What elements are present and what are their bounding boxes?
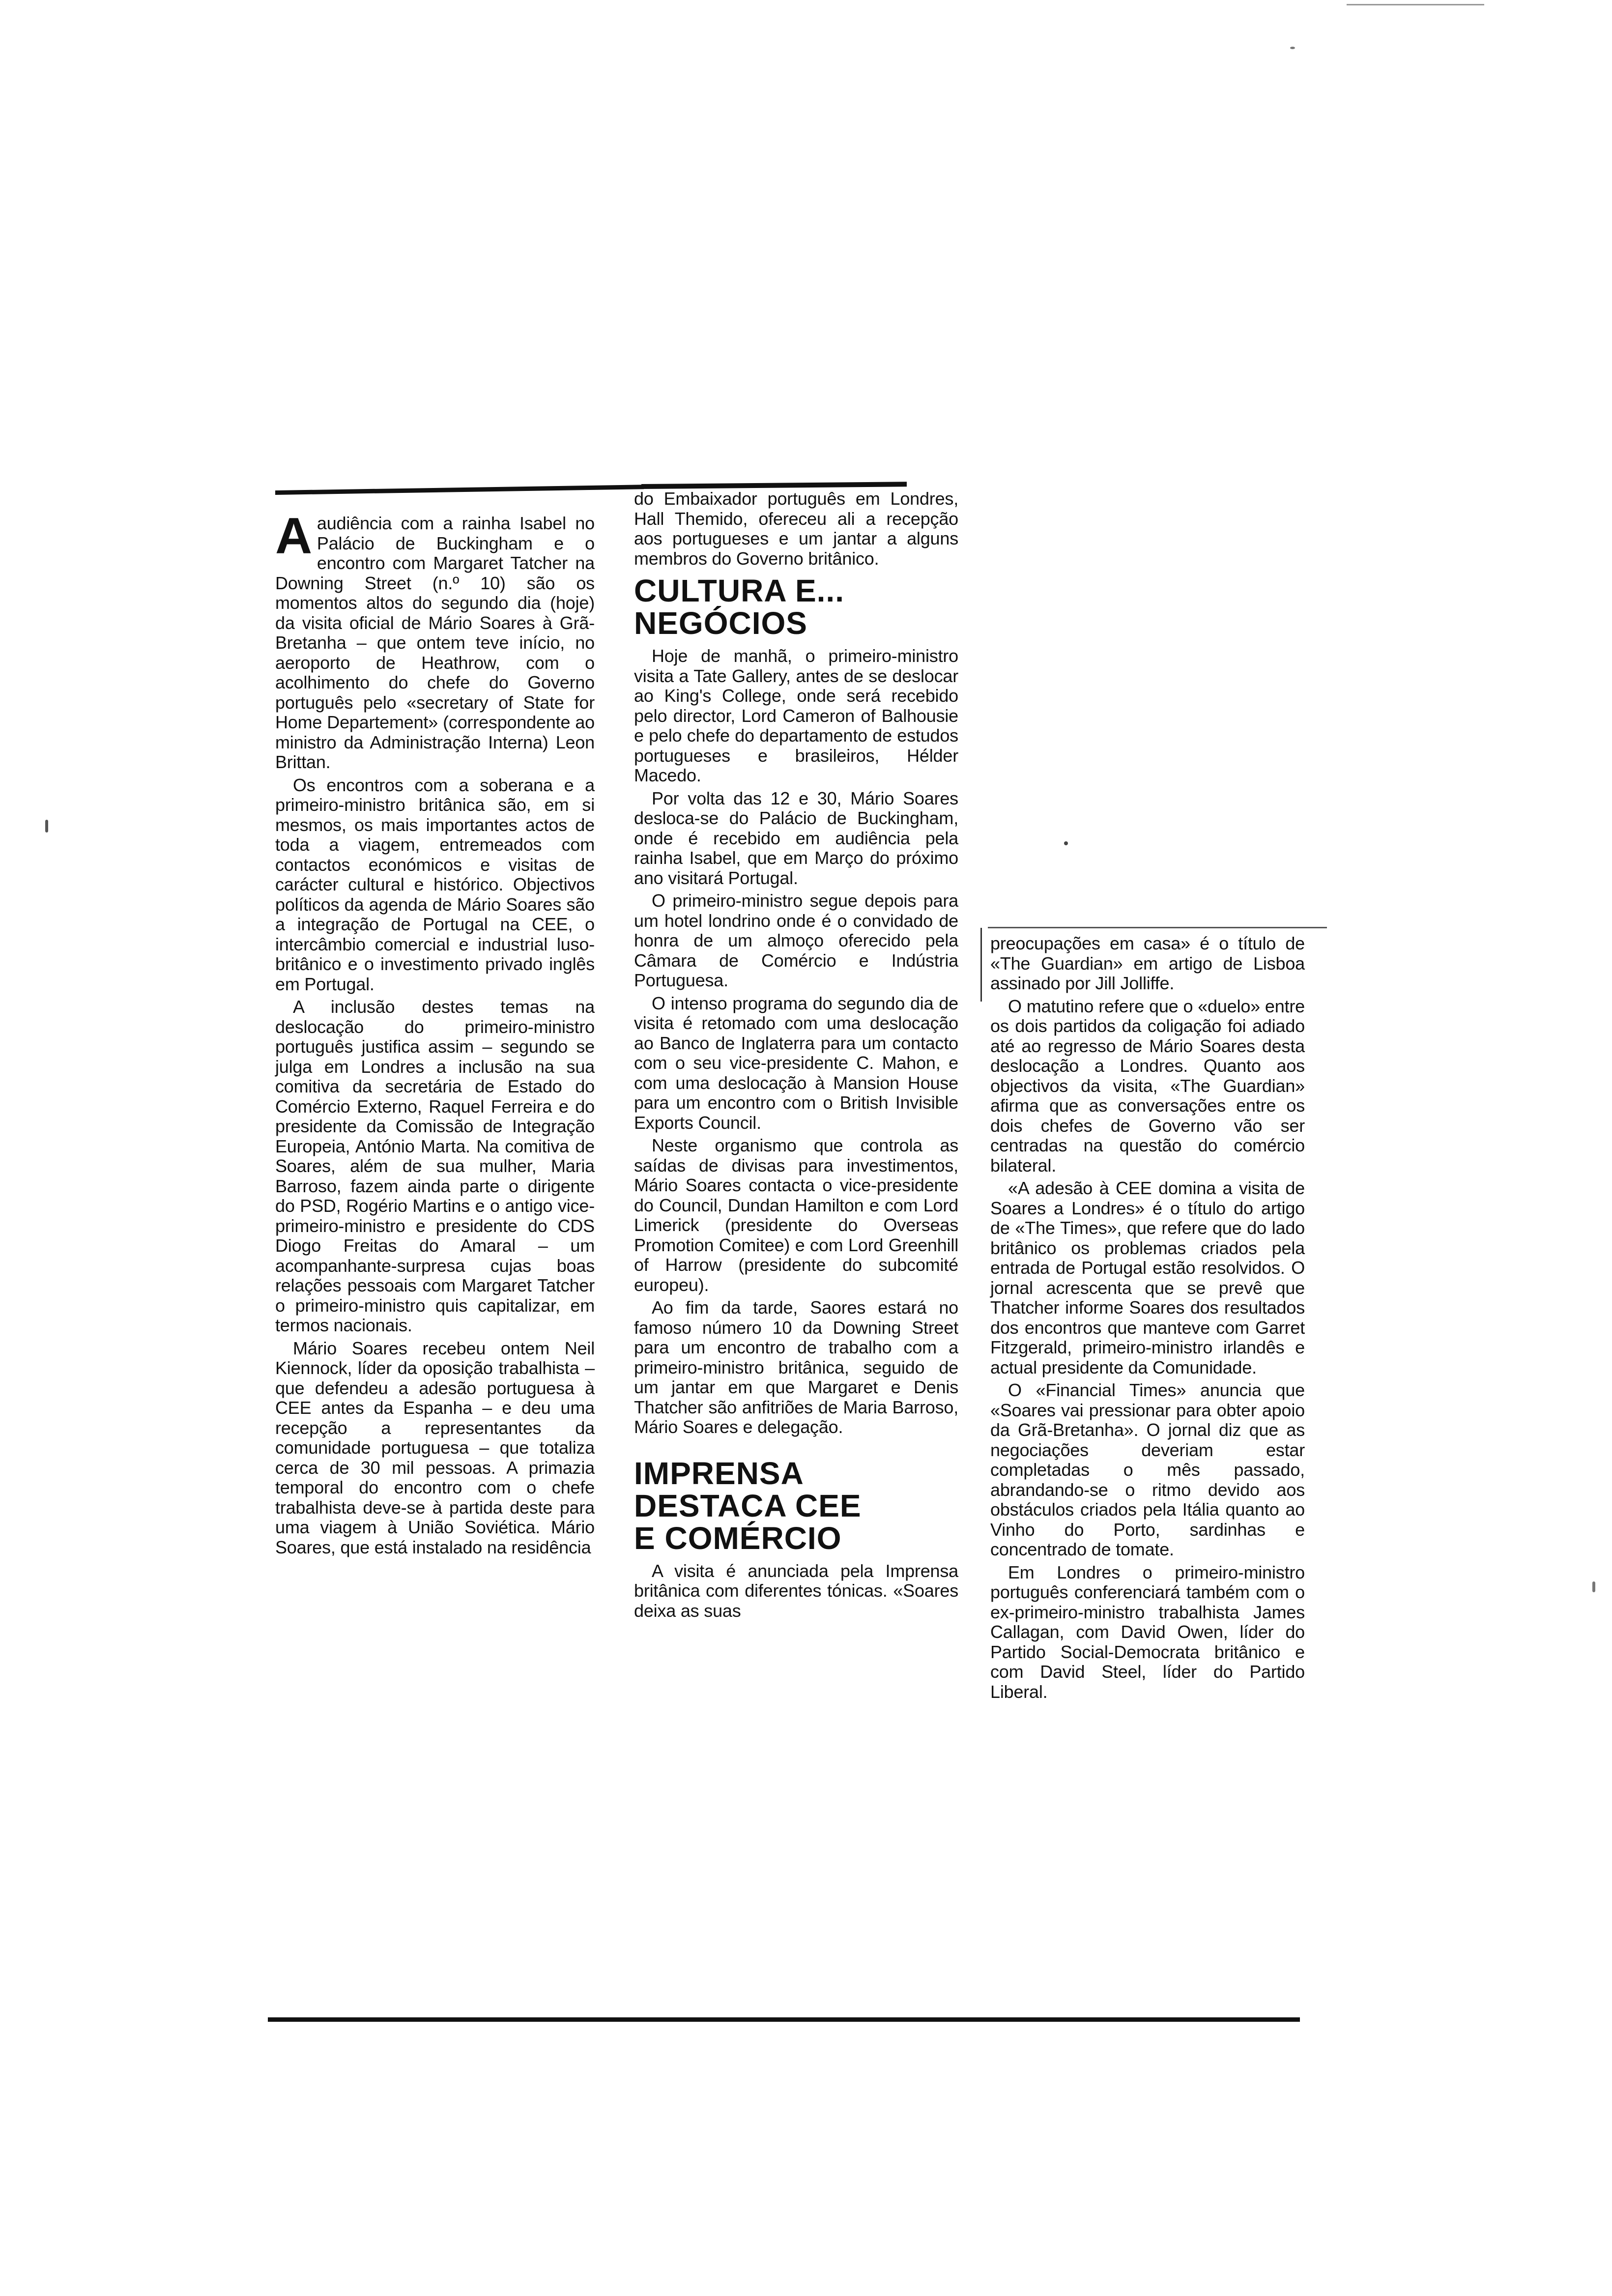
paragraph: A visita é anunciada pela Imprensa britânica com diferentes tónicas. «Soares deixa as suas	[634, 1560, 958, 1621]
subheading-line: E COMÉRCIO	[634, 1520, 842, 1556]
top-corner-mark	[1347, 4, 1484, 5]
scan-speck	[1592, 1581, 1595, 1592]
scan-speck	[1290, 47, 1295, 49]
paragraph: O «Financial Times» anuncia que «Soares vai pressionar para obter apoio da Grã-Bretanha». O jornal diz que as negociações deveriam estar completadas o mês passado, abrandando-se o ritmo devido aos obstáculos criados pela Itália quanto ao Vinho do Porto, sardinhas e concentrado de tomate.	[990, 1380, 1305, 1559]
subheading-line: DESTACA CEE	[634, 1488, 862, 1523]
paragraph: O primeiro-ministro segue depois para um hotel londrino onde é o convidado de honra de um almoço oferecido pela Câmara de Comércio e Indústria Portuguesa.	[634, 890, 958, 990]
drop-cap: A	[275, 508, 312, 565]
subheading-cultura-negocios	[634, 574, 958, 639]
column-box-left-border	[980, 928, 982, 1002]
paragraph: Ao fim da tarde, Saores estará no famoso número 10 da Downing Street para um encontro de trabalho com a primeiro-ministro britânica, seguido de um jantar em que Margaret e Denis Thatcher são anfitriões de Maria Barroso, Mário Soares e delegação.	[634, 1297, 958, 1437]
paragraph: Em Londres o primeiro-ministro português conferenciará também com o ex-primeiro-ministro trabalhista James Callagan, com David Owen, líder do Partido Social-Democrata britânico e com David Steel, líder do Partido Liberal.	[990, 1562, 1305, 1702]
paragraph: Por volta das 12 e 30, Mário Soares desloca-se do Palácio de Buckingham, onde é recebido em audiência pela rainha Isabel, que em Março do próximo ano visitará Portugal.	[634, 788, 958, 888]
article-column-3	[990, 934, 1305, 1705]
top-rule-right	[641, 482, 907, 489]
lead-paragraph-text: audiência com a rainha Isabel no Palácio de Buckingham e o encontro com Margaret Tatcher na Downing Street (n.º 10) são os momentos altos do segundo dia (hoje) da visita oficial de Mário Soares à Grã-Bretanha – que ontem teve início, no aeroporto de Heathrow, com o acolhimento do chefe do Governo português pelo «secretary of State for Home Departement» (correspondente ao ministro da Administração Interna) Leon Brittan.	[275, 513, 595, 772]
paragraph: Mário Soares recebeu ontem Neil Kiennock, líder da oposição trabalhista – que defendeu a adesão portuguesa à CEE antes da Espanha – e deu uma recepção a representantes da comunidade portuguesa – que totaliza cerca de 30 mil pessoas. A primazia temporal do encontro com o chefe trabalhista deve-se à partida deste para uma viagem à União Soviética. Mário Soares, que está instalado na residência	[275, 1338, 595, 1557]
bottom-rule	[268, 2017, 1300, 2022]
scan-speck	[45, 820, 48, 832]
article-column-1	[275, 508, 595, 1560]
paragraph: O intenso programa do segundo dia de visita é retomado com uma deslocação ao Banco de Inglaterra para um contacto com o seu vice-presidente C. Mahon, e com uma deslocação à Mansion House para um encontro com o British Invisible Exports Council.	[634, 993, 958, 1133]
paragraph: Neste organismo que controla as saídas de divisas para investimentos, Mário Soares contacta o vice-presidente do Council, Dundan Hamilton e com Lord Limerick (presidente do Overseas Promotion Comitee) e com Lord Greenhill of Harrow (presidente do subcomité europeu).	[634, 1135, 958, 1295]
subheading-imprensa	[634, 1457, 958, 1554]
subheading-line: IMPRENSA	[634, 1455, 804, 1491]
paragraph: «A adesão à CEE domina a visita de Soares a Londres» é o título do artigo de «The Times», que refere que do lado britânico os problemas criados pela entrada de Portugal estão resolvidos. O jornal acrescenta que se prevê que Thatcher informe Soares dos resultados dos encontros que manteve com Garret Fitzgerald, primeiro-ministro irlandês e actual presidente da Comunidade.	[990, 1178, 1305, 1378]
article-column-2	[634, 489, 958, 1624]
paragraph: Hoje de manhã, o primeiro-ministro visita a Tate Gallery, antes de se deslocar ao King's College, onde será recebido pelo director, Lord Cameron of Balhousie e pelo chefe do departamento de estudos portugueses e brasileiros, Hélder Macedo.	[634, 646, 958, 785]
paragraph: preocupações em casa» é o título de «The Guardian» em artigo de Lisboa assinado por Jill Jolliffe.	[990, 933, 1305, 993]
lead-paragraph	[275, 508, 595, 773]
top-rule-left	[275, 485, 644, 495]
scan-speck	[1064, 841, 1068, 845]
paragraph: Os encontros com a soberana e a primeiro-ministro britânica são, em si mesmos, os mais importantes actos de toda a viagem, entremeados com contactos económicos e visitas de carácter cultural e histórico. Objectivos políticos da agenda de Mário Soares são a integração de Portugal na CEE, o intercâmbio comercial e industrial luso-britânico e o investimento privado inglês em Portugal.	[275, 775, 595, 994]
subheading-line: NEGÓCIOS	[634, 605, 807, 641]
paragraph: O matutino refere que o «duelo» entre os dois partidos da coligação foi adiado até ao regresso de Mário Soares desta deslocação a Londres. Quanto aos objectivos da visita, «The Guardian» afirma que as conversações entre os dois chefes de Governo vão ser centradas na questão do comércio bilateral.	[990, 996, 1305, 1176]
paragraph: A inclusão destes temas na deslocação do primeiro-ministro português justifica assim – segundo se julga em Londres a inclusão na sua comitiva da secretária de Estado do Comércio Externo, Raquel Ferreira e do presidente da Comissão de Integração Europeia, António Marta. Na comitiva de Soares, além de sua mulher, Maria Barroso, fazem ainda parte o dirigente do PSD, Rogério Martins e o antigo vice-primeiro-ministro e presidente do CDS Diogo Freitas do Amaral – um acompanhante-surpresa cujas boas relações pessoais com Margaret Tatcher o primeiro-ministro quis capitalizar, em termos nacionais.	[275, 997, 595, 1335]
column-box-top-border	[988, 927, 1327, 928]
subheading-line: CULTURA E...	[634, 573, 844, 608]
paragraph: do Embaixador português em Londres, Hall Themido, ofereceu ali a recepção aos portugueses e um jantar a alguns membros do Governo britânico.	[634, 488, 958, 569]
